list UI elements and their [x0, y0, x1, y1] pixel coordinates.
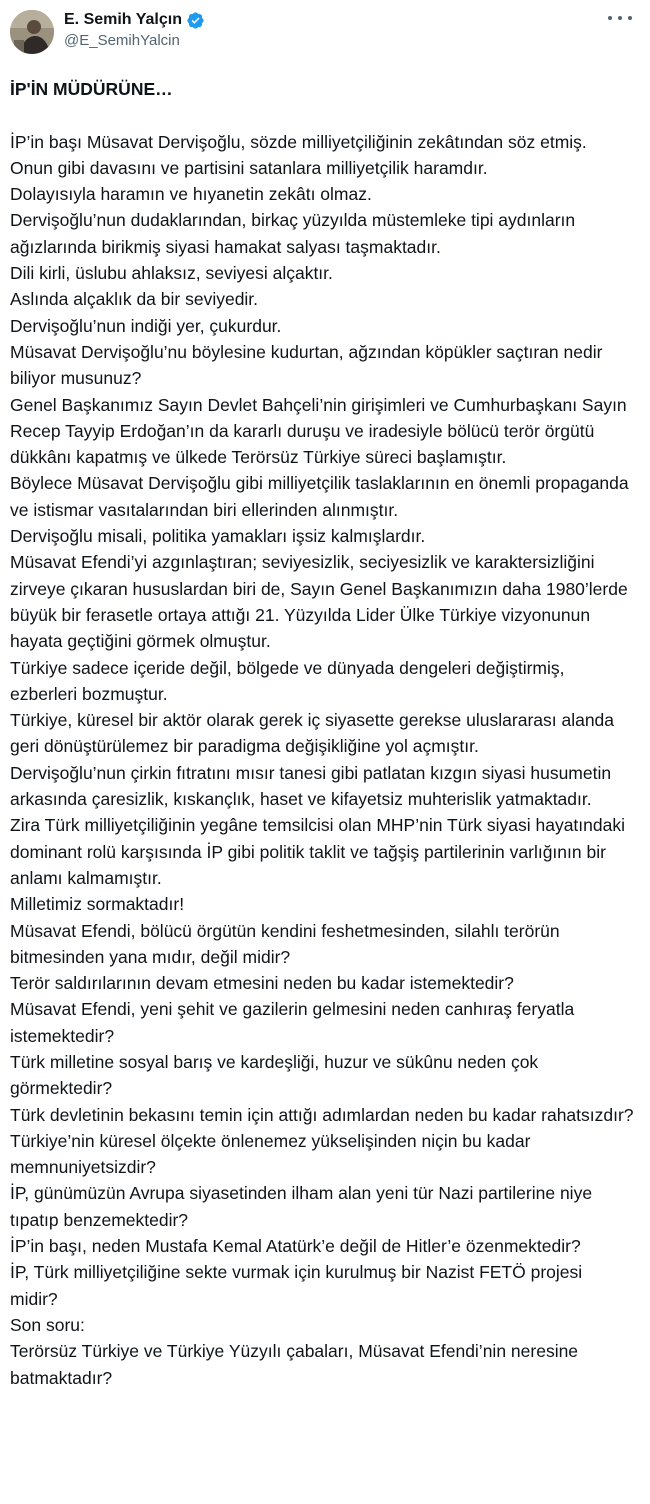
more-options-icon[interactable] [608, 8, 632, 28]
tweet-text [10, 76, 640, 1391]
display-name[interactable]: E. Semih Yalçın [64, 11, 182, 28]
post-paragraph: Aslında alçaklık da bir seviyedir. [10, 289, 259, 310]
post-paragraph: Müsavat Efendi, bölücü örgütün kendini feshetmesinden, silahlı terörün bitmesinden yana mıdır, değil midir? [10, 920, 560, 967]
post-paragraph: Dolayısıyla haramın ve hıyanetin zekâtı olmaz. [10, 184, 372, 205]
post-paragraph: İP’in başı, neden Mustafa Kemal Atatürk’e değil de Hitler’e özenmektedir? [10, 1236, 581, 1257]
post-paragraph: Dervişoğlu misali, politika yamakları işsiz kalmışlardır. [10, 526, 426, 547]
post-paragraph: Türkiye sadece içeride değil, bölgede ve dünyada dengeleri değiştirmiş, ezberleri bozmuştur. [10, 657, 565, 704]
name-row [64, 10, 205, 30]
post-paragraph: İP, günümüzün Avrupa siyasetinden ilham alan yeni tür Nazi partilerine niye tıpatıp benzemektedir? [10, 1183, 593, 1230]
post-paragraph: Müsavat Efendi, yeni şehit ve gazilerin gelmesini neden canhıraş feryatla istemektedir? [10, 999, 575, 1046]
post-paragraph: Türk devletinin bekasını temin için attığı adımlardan neden bu kadar rahatsızdır? [10, 1104, 634, 1125]
author-names [64, 10, 205, 51]
handle[interactable]: @E_SemihYalcin [64, 32, 180, 49]
post-paragraph: Türk milletine sosyal barış ve kardeşliği, huzur ve sükûnu neden çok görmektedir? [10, 1051, 539, 1099]
post-paragraph: Türkiye, küresel bir aktör olarak gerek iç siyasette gerekse uluslararası alanda geri dönüştürülemez bir paradigma değişikliğine yol açmıştır. [10, 710, 615, 757]
post-paragraph: Zira Türk milliyetçiliğinin yegâne temsilcisi olan MHP’nin Türk siyasi hayatındaki dominant rolü karşısında İP gibi politik taklit ve tağşiş partilerinin varlığının bir anlamı kalmamıştır. [10, 815, 625, 888]
post-paragraph: Terörsüz Türkiye ve Türkiye Yüzyılı çabaları, Müsavat Efendi’nin neresine batmaktadır? [10, 1341, 579, 1388]
post-paragraph: Genel Başkanımız Sayın Devlet Bahçeli’nin girişimleri ve Cumhurbaşkanı Sayın Recep Tayyip Erdoğan’ın da kararlı duruşu ve iradesiyle bölücü terör örgütü dükkânı kapatmış ve ülkede Terörsüz Türkiye süreci başlamıştır. [10, 394, 627, 468]
post-paragraph: Türkiye’nin küresel ölçekte önlenemez yükselişinden niçin bu kadar memnuniyetsizdir? [10, 1130, 531, 1178]
post-paragraph: Dervişoğlu’nun indiği yer, çukurdur. [10, 315, 282, 336]
post-paragraph: Terör saldırılarının devam etmesini neden bu kadar istemektedir? [10, 973, 514, 994]
post-paragraph: Müsavat Efendi’yi azgınlaştıran; seviyesizlik, seciyesizlik ve karaktersizliğini zirveye çıkaran hususlardan biri de, Sayın Genel Başkanımızın daha 1980’lerde büyük bir ferasetle ortaya attığı 21. Yüzyılda Lider Ülke Türkiye vizyonunun hayata geçtiğini görmek olmuştur. [10, 552, 628, 652]
post-paragraph: Dervişoğlu’nun çirkin fıtratını mısır tanesi gibi patlatan kızgın siyasi husumetin arkasında çaresizlik, kıskançlık, haset ve kifayetsiz muhterislik yatmaktadır. [10, 762, 612, 810]
tweet-header [10, 6, 640, 60]
post-title: İP'İN MÜDÜRÜNE… [10, 79, 173, 99]
post-paragraph: Böylece Müsavat Dervişoğlu gibi milliyetçilik taslaklarının en önemli propaganda ve istismar vasıtalarından biri ellerinden alınmıştır. [10, 473, 629, 520]
post-paragraph: İP, Türk milliyetçiliğine sekte vurmak için kurulmuş bir Nazist FETÖ projesi midir? [10, 1262, 583, 1309]
post-paragraph: Dili kirli, üslubu ahlaksız, seviyesi alçaktır. [10, 263, 333, 284]
post-paragraph: Milletimiz sormaktadır! [10, 894, 185, 915]
post-paragraph: Dervişoğlu’nun dudaklarından, birkaç yüzyılda müstemleke tipi aydınların ağızlarında birikmiş siyasi hamakat salyası taşmaktadır. [10, 210, 576, 257]
post-paragraph: Son soru: [10, 1314, 85, 1335]
verified-badge-icon [186, 11, 205, 30]
avatar[interactable] [10, 10, 54, 54]
post-paragraph: Müsavat Dervişoğlu’nu böylesine kudurtan, ağzından köpükler saçtıran nedir biliyor musunuz? [10, 341, 603, 389]
post-paragraph: İP’in başı Müsavat Dervişoğlu, sözde milliyetçiliğinin zekâtından söz etmiş. Onun gibi davasını ve partisini satanlara milliyetçilik haramdır. [10, 131, 587, 178]
post-paragraphs [10, 129, 634, 1391]
